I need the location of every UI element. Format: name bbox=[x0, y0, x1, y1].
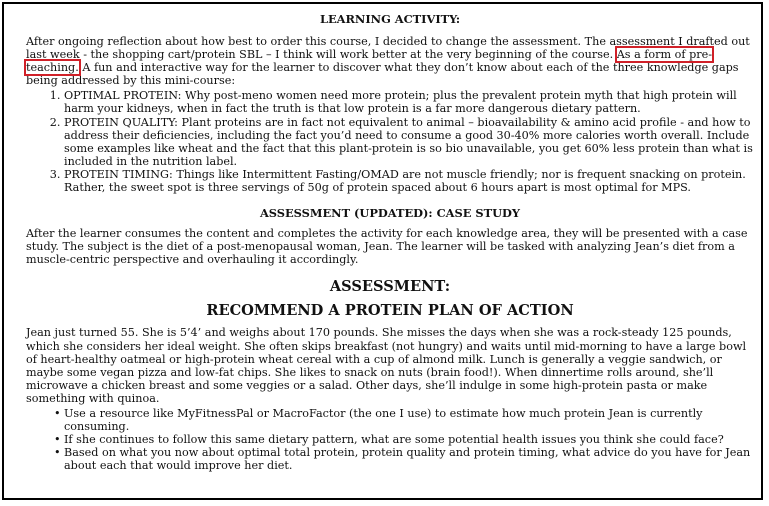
assessment-updated-heading: ASSESSMENT (UPDATED): CASE STUDY bbox=[259, 206, 521, 221]
list-item: 1. OPTIMAL PROTEIN: Why post-meno women need more protein; plus the prevalent protein myth that high protein will harm your kidneys, when in fact the truth is that low protein is a far more dangerous dietary pattern. bbox=[64, 89, 754, 115]
assessment-subheading: RECOMMEND A PROTEIN PLAN OF ACTION bbox=[206, 302, 574, 320]
list-item: • Use a resource like MyFitnessPal or MacroFactor (the one I use) to estimate how much protein Jean is currently consuming. bbox=[64, 407, 754, 433]
document-page bbox=[2, 2, 763, 500]
knowledge-gaps-list bbox=[26, 89, 754, 194]
learning-activity-heading: LEARNING ACTIVITY: bbox=[319, 12, 461, 26]
list-item: • If she continues to follow this same dietary pattern, what are some potential health issues you think she could face? bbox=[64, 433, 754, 446]
case-study-body: Jean just turned 55. She is 5’4’ and weighs about 170 pounds. She misses the days when she was a rock-steady 125 pounds, which she considers her ideal weight. She often skips breakfast (not hungry) and waits until mid-morning to have a large bowl of heart-healthy oatmeal or high-protein wheat cereal with a cup of almond milk. Lunch is generally a veggie sandwich, or maybe some vegan pizza and low-fat chips. She likes to snack on nuts (brain food!). When dinnertime rolls around, she’ll microwave a chicken breast and some veggies or a salad. Other days, she’ll indulge in some high-protein pasta or make something with quinoa. bbox=[26, 326, 747, 405]
list-item: 3. PROTEIN TIMING: Things like Intermittent Fasting/OMAD are not muscle friendly; nor is frequent snacking on protein. Rather, the sweet spot is three servings of 50g of protein spaced about 6 hours apart is most optimal for MPS. bbox=[64, 168, 754, 194]
assessment-updated-body: After the learner consumes the content and completes the activity for each knowledge area, they will be presented with a case study. The subject is the diet of a post-menopausal woman, Jean. The learner will be tasked with analyzing Jean’s diet from a muscle-centric perspective and overhauling it accordingly. bbox=[26, 227, 748, 267]
learning-intro bbox=[26, 35, 754, 87]
list-item: • Based on what you now about optimal total protein, protein quality and protein timing, what advice do you have for Jean about each that would improve her diet. bbox=[64, 446, 754, 472]
list-item: 2. PROTEIN QUALITY: Plant proteins are in fact not equivalent to animal – bioavailability & amino acid profile - and how to address their deficiencies, including the fact you’d need to consume a good 30-40% more calories worth overall. Include some examples like wheat and the fact that this plant-protein is so bio unavailable, you get 60% less protein than what is included in the nutrition label. bbox=[64, 116, 754, 168]
document-content bbox=[26, 12, 754, 472]
learning-intro-text: After ongoing reflection about how best to order this course, I decided to change the assessment. The assessment I drafted out last week - the shopping cart/protein SBL – I think will work better at the very beginning of the course. bbox=[26, 35, 750, 62]
case-study-questions bbox=[26, 407, 754, 472]
learning-intro-rest: A fun and interactive way for the learner to discover what they don’t know about each of the three knowledge gaps being addressed by this mini-course: bbox=[26, 61, 739, 88]
assessment-heading: ASSESSMENT: bbox=[329, 278, 451, 296]
pre-teaching-highlight: As a form of pre-teaching. bbox=[26, 48, 713, 75]
